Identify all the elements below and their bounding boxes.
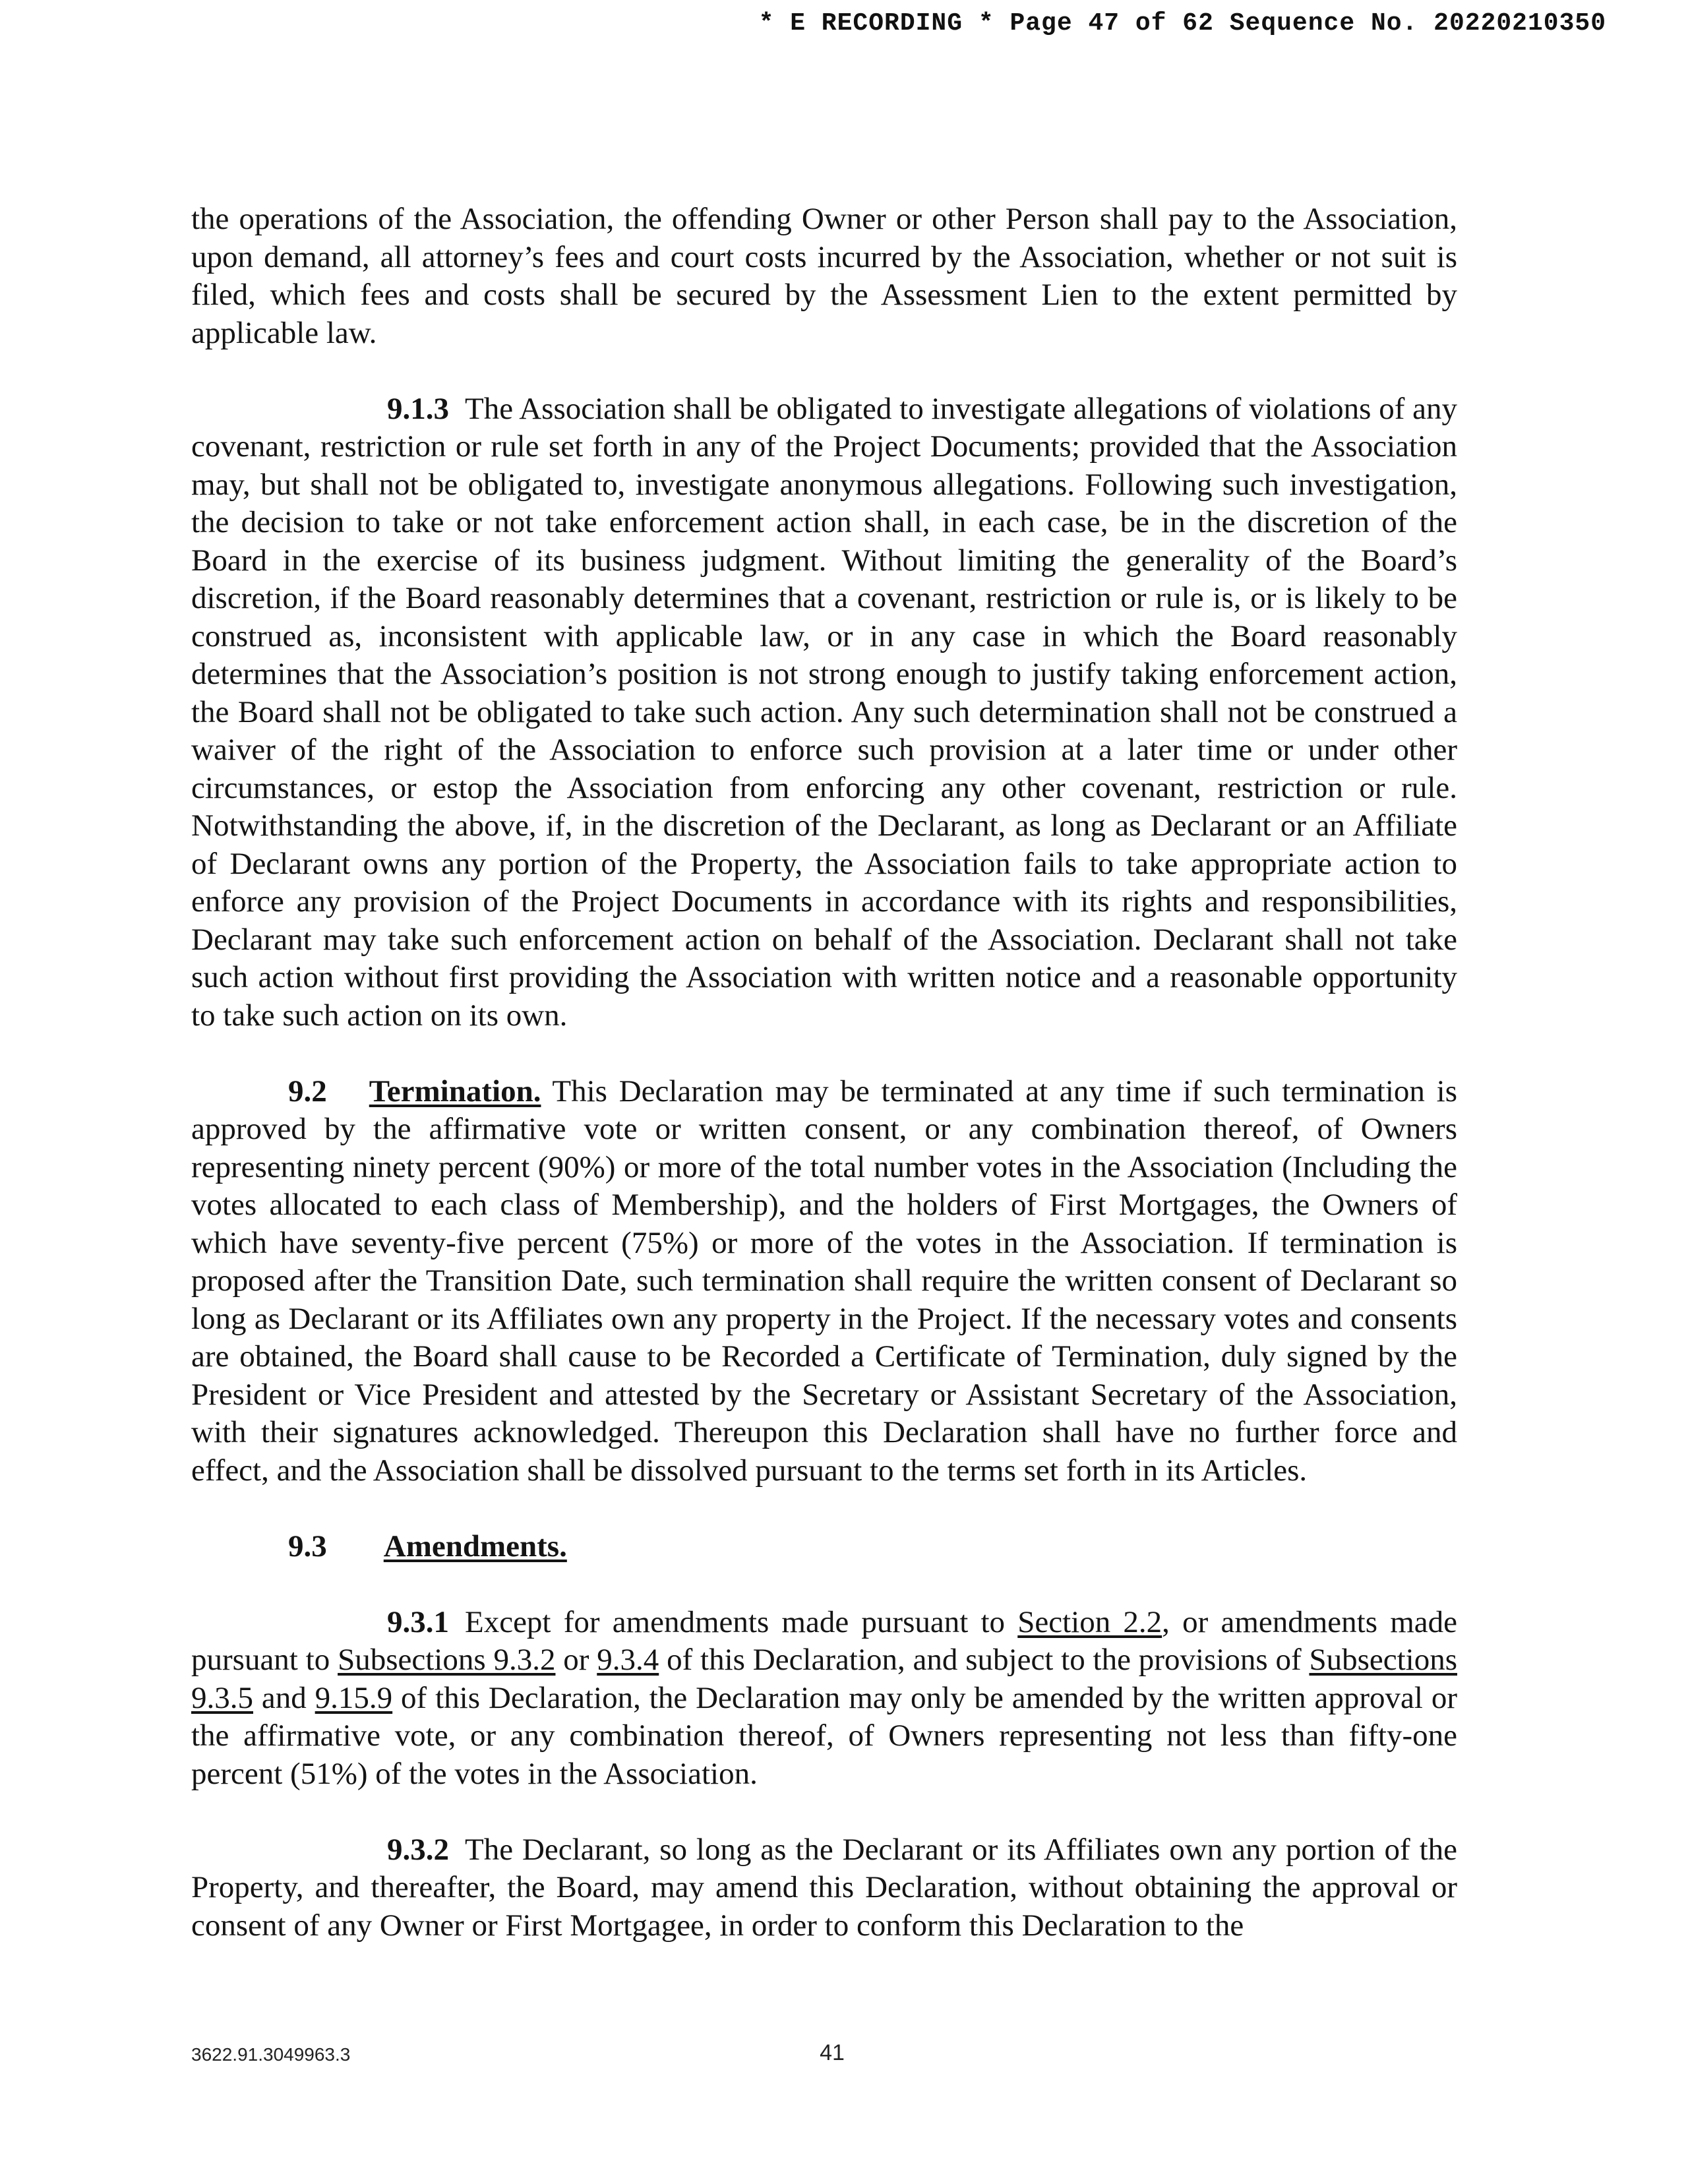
paragraph-9-3-2-text: The Declarant, so long as the Declarant or its Affiliates own any portion of the Property, and thereafter, the Board, may amend this Declaration, without obtaining the approval or consent of any Owner or First Mortgagee, in order to conform this Declaration to the (191, 1832, 1457, 1943)
document-body (191, 200, 1457, 1945)
cross-reference-subsections-9-3-2: Subsections 9.3.2 (338, 1643, 556, 1677)
paragraph-9-3-1-text-d: of this Declaration, and subject to the provisions of (659, 1643, 1310, 1677)
paragraph-9-1-3 (191, 390, 1457, 1035)
paragraph-9-3-1-text-f: of this Declaration, the Declaration may only be amended by the written approval or the affirmative vote, or any combination thereof, of Owners representing not less than fifty-one percent (51%) of the votes in the Association. (191, 1680, 1457, 1791)
paragraph-continuation: the operations of the Association, the offending Owner or other Person shall pay to the Association, upon demand, all attorney’s fees and court costs incurred by the Association, whether or not suit is filed, which fees and costs shall be secured by the Assessment Lien to the extent permitted by applicable law. (191, 202, 1457, 350)
section-number-9-1-3: 9.1.3 (387, 391, 449, 426)
paragraph-9-1-3-text: The Association shall be obligated to investigate allegations of violations of any covenant, restriction or rule set forth in any of the Project Documents; provided that the Association may, but shall not be obligated to, investigate anonymous allegations. Following such investigation, the decision to take or not take enforcement action shall, in each case, be in the discretion of the Board in the exercise of its business judgment. Without limiting the generality of the Board’s discretion, if the Board reasonably determines that a covenant, restriction or rule is, or is likely to be construed as, inconsistent with applicable law, or in any case in which the Board reasonably determines that the Association’s position is not strong enough to justify taking enforcement action, the Board shall not be obligated to take such action. Any such determination shall not be construed a waiver of the right of the Association to enforce such provision at a later time or under other circumstances, or estop the Association from enforcing any other covenant, restriction or rule. Notwithstanding the above, if, in the discretion of the Declarant, as long as Declarant or an Affiliate of Declarant owns any portion of the Property, the Association fails to take appropriate action to enforce any provision of the Project Documents in accordance with its rights and responsibilities, Declarant may take such enforcement action on behalf of the Association. Declarant shall not take such action without first providing the Association with written notice and a reasonable opportunity to take such action on its own. (191, 391, 1457, 1033)
section-heading-9-3 (191, 1528, 1457, 1566)
footer-document-id: 3622.91.3049963.3 (191, 2044, 351, 2065)
paragraph-9-2-text: This Declaration may be terminated at any time if such termination is approved by the affirmative vote or written consent, or any combination thereof, of Owners representing ninety percent (90%) or more of the total number votes in the Association (Including the votes allocated to each class of Membership), and the holders of First Mortgages, the Owners of which have seventy-five percent (75%) or more of the votes in the Association. If termination is proposed after the Transition Date, such termination shall require the written consent of Declarant so long as Declarant or its Affiliates own any property in the Project. If the necessary votes and consents are obtained, the Board shall cause to be Recorded a Certificate of Termination, duly signed by the President or Vice President and attested by the Secretary or Assistant Secretary of the Association, with their signatures acknowledged. Thereupon this Declaration shall have no further force and effect, and the Association shall be dissolved pursuant to the terms set forth in its Articles. (191, 1074, 1457, 1488)
footer-page-number: 41 (820, 2040, 845, 2065)
section-number-9-3: 9.3 (288, 1529, 327, 1563)
section-number-9-3-2: 9.3.2 (387, 1832, 449, 1867)
paragraph-9-3-1-text-c: or (555, 1643, 597, 1677)
paragraph-9-3-1 (191, 1604, 1457, 1794)
cross-reference-section-2-2: Section 2.2 (1017, 1604, 1162, 1639)
paragraph-9-3-1-text-e: and (253, 1680, 315, 1715)
section-title-amendments: Amendments. (383, 1529, 567, 1563)
cross-reference-subsections-9-3-5: Subsections 9.3.5 (191, 1643, 1457, 1715)
section-number-9-3-1: 9.3.1 (387, 1604, 449, 1639)
paragraph-9-3-2 (191, 1831, 1457, 1945)
paragraph-9-2 (191, 1073, 1457, 1490)
section-title-termination: Termination. (369, 1074, 541, 1108)
recording-stamp: * E RECORDING * Page 47 of 62 Sequence No. 20220210350 (758, 9, 1606, 38)
cross-reference-9-3-4: 9.3.4 (597, 1643, 659, 1677)
cross-reference-9-15-9: 9.15.9 (315, 1680, 393, 1715)
paragraph-9-3-1-text-b: , or amendments made pursuant to (191, 1604, 1457, 1677)
section-number-9-2: 9.2 (288, 1074, 327, 1108)
paragraph-9-3-1-text-a: Except for amendments made pursuant to (465, 1604, 1018, 1639)
